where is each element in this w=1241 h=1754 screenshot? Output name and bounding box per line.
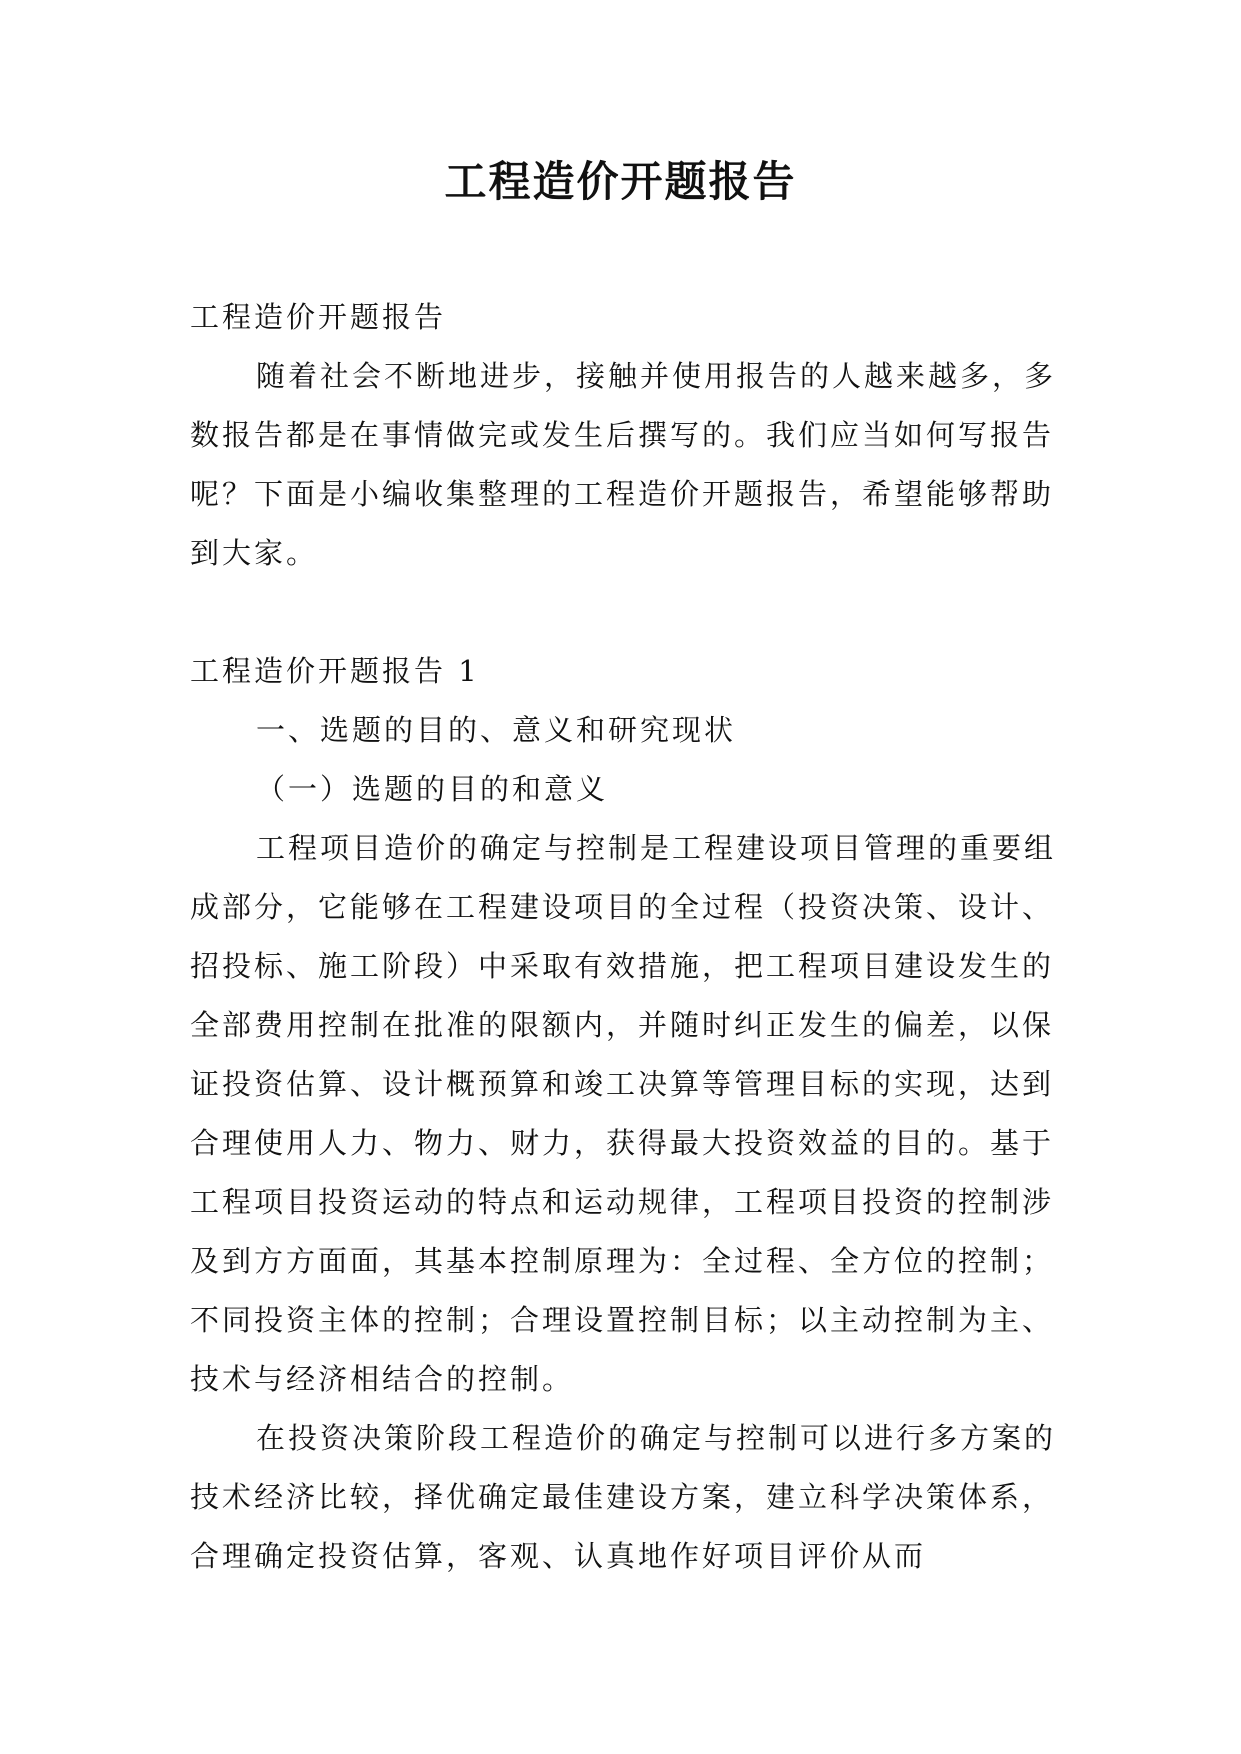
document-body <box>190 288 1070 1586</box>
paragraph-1: 工程项目造价的确定与控制是工程建设项目管理的重要组成部分，它能够在工程建设项目的全过程（投资决策、设计、招投标、施工阶段）中采取有效措施，把工程项目建设发生的全部费用控制在批准的限额内，并随时纠正发生的偏差，以保证投资估算、设计概预算和竣工决算等管理目标的实现，达到合理使用人力、物力、财力，获得最大投资效益的目的。基于工程项目投资运动的特点和运动规律，工程项目投资的控制涉及到方方面面，其基本控制原理为：全过程、全方位的控制；不同投资主体的控制；合理设置控制目标；以主动控制为主、技术与经济相结合的控制。 <box>190 831 1057 1396</box>
section-1-title: 一、选题的目的、意义和研究现状 <box>256 713 737 747</box>
paragraph-2: 在投资决策阶段工程造价的确定与控制可以进行多方案的技术经济比较，择优确定最佳建设方案，建立科学决策体系，合理确定投资估算，客观、认真地作好项目评价从而 <box>190 1421 1057 1573</box>
intro-heading: 工程造价开题报告 <box>190 300 447 334</box>
document-title: 工程造价开题报告 <box>444 157 797 206</box>
section-heading: 工程造价开题报告 1 <box>190 654 480 688</box>
intro-paragraph: 随着社会不断地进步，接触并使用报告的人越来越多，多数报告都是在事情做完或发生后撰写的。我们应当如何写报告呢？下面是小编收集整理的工程造价开题报告，希望能够帮助到大家。 <box>190 359 1057 570</box>
subsection-1-title: （一）选题的目的和意义 <box>256 772 609 806</box>
